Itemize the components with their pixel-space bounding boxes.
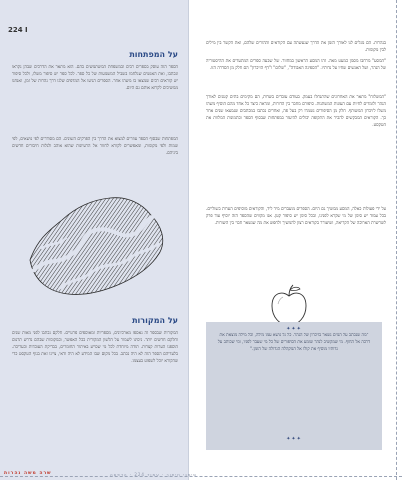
pull-quote-box [206,322,382,450]
sidebar-panel [0,0,189,480]
page-number: 224 I [8,26,28,34]
sidebar-paragraph-1: הספר הזה עוסק בספרים רבים ובמשפחת המשתמשים בהם. הוא מתאר את הדרכים שבהן נקראו ונכתבו, ואת האנשים שנלחמו בשביל המשמעות של כל ספר. לכל ספר יש סיפור משלו, ולכל סיפור יש קוראים רבים שמצאו בו משהו אחר. הספרים הגיעו אל המדפים שלנו דרך נהרות של זמן, ואנחנו ממשיכים לקרוא אותם גם היום. [12,65,178,92]
sidebar-heading-keys: על המפתחות [129,50,178,59]
print-slug-info: סימני חיתוך · עמוד 224 · הדפסה [110,472,197,477]
river-map-illustration [20,190,170,302]
main-paragraph-4: על ידי פעולות כאלה, המסע ממשיך גם היום. הספרים מועברים מיד ליד, והקוראים מוסיפים הערות בשוליים. בכל עמוד יש סימן של מי שקרא לפנינו, ובכל סימן יש סיפור קטן. אנו מקווים שהספר הזה יוסיף עוד פרק לשרשרת הארוכה של הקריאה, ושיעורר בקוראים רצון להמשיך ולחפש את מה שנשאר חבוי בין השורות. [206,207,386,227]
quote-ornament-top: ✦✦✦ [286,326,302,332]
apple-illustration [270,284,308,326]
main-paragraph-1: בנהרות. הם מגלים לנו לאורך הזמן את הדרך שנעשתה עם הקוראים וההורים שלהם, ואת הקשר בין מילים לבין מקומות. [206,41,386,54]
main-paragraph-3: "המשלוח" מתאר את האחרונים שהתנחלו בעמק. בעודם עובדים בשדות, הם מקימים בתים קטנים לאורך הנהר ולומדים לחיות עם העונות המשתנות. סיפורם מחבר בין הדורות, ומראה כיצד כל אחד מהם הוסיף משהו משלו לזיכרון המשותף. חלק מן הסיפורים נשמרו רק בעל פה, ואחרים נכתבו במכתבים שנמצאו שנים אחר כך. הקוראים המבקשים להכיר את התקופה יכולים להיעזר במפתחות שבסוף הספר ובתמונות המלוות את הטקסט. [206,95,386,129]
sidebar-heading-sources: על המקורות [132,316,178,325]
crop-mark-vertical [396,0,397,480]
quote-ornament-bottom: ✦✦✦ [286,436,302,442]
sidebar-paragraph-2: המפתחות שבסוף הספר עוזרים למצוא את הדרך בין הפרקים השונים. הם מסודרים לפי נושאים, לפי שמות ולפי מקומות, ומאפשרים לקורא לחזור אל הרעיונות שהוא אוהב ולגלות חיבורים חדשים ביניהם. [12,137,178,157]
print-slug [0,470,402,480]
sidebar-paragraph-3: המקורות שבספר זה נאספו מארכיונים, מספריות ומאוספים פרטיים. חלקם נכתבו לפני מאות שנים וחלקם חדשים יותר. ניסינו לשמור על הלשון המקורית ככל האפשר, ובמקומות שבהם נדרש תרגום הוספנו הערות קצרות. תודה מיוחדת לכל מי שסייע באיתור החומרים, בבדיקת העובדות ובעריכה. בלעדיהם הספר הזה לא היה נכתב. בכל מקום שבו המידע לא היה ודאי, ציינו זאת בגוף הטקסט כדי שהקורא יוכל לשפוט בעצמו. [12,331,178,365]
main-paragraph-2: "המסע" מרחבו מסמן כמעט מאה. זהו המסע הראשון במחזור. של שבעה ספרים המתעדים את ההיסטוריה של הנהר, ושל האנשים שחיו על גדותיו. "הספינה האבודה", "שלום" ו"דף הזיכרון" הם חלק מן הסדרה הזו. [206,59,386,72]
print-slug-title: שרה משה נהרות [4,471,52,476]
pull-quote-text: "מה שנכתב על המים נשאר בזיכרון של הנהר. כל גל נושא עמו מילה, וכל מילה מוצאת את דרכה אל החוף. מי שמקשיב לנהר שומע את הסיפורים של כל מי שעבר לפניו, ומי שכותב על גדותיו מוסיף את קולו אל המקהלה הגדולה של הזמן." [217,333,371,352]
